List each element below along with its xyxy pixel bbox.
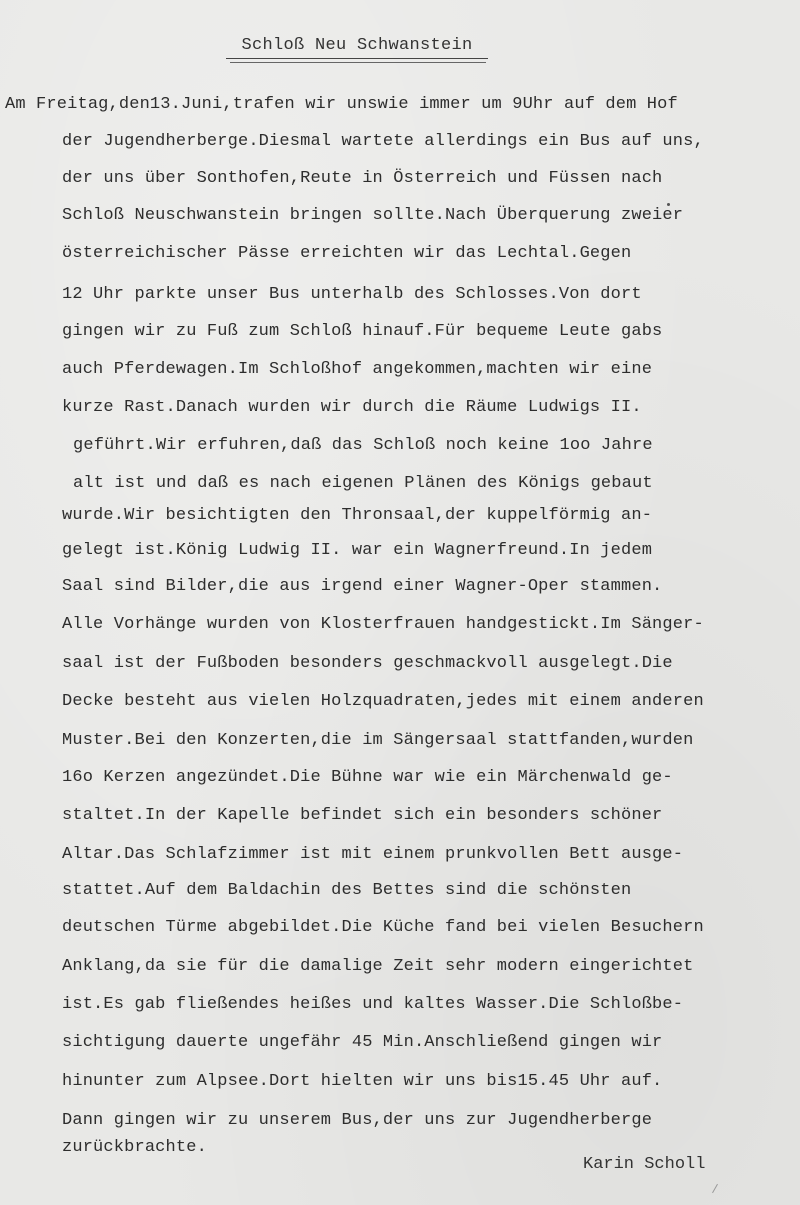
text-line-12: wurde.Wir besichtigten den Thronsaal,der kuppelförmig an- (62, 506, 653, 525)
text-line-28: Dann gingen wir zu unserem Bus,der uns zur Jugendherberge (62, 1111, 653, 1130)
text-line-1: Am Freitag,den13.Juni,trafen wir unswie immer um 9Uhr auf dem Hof (5, 95, 678, 114)
text-line-7: gingen wir zu Fuß zum Schloß hinauf.Für bequeme Leute gabs (62, 322, 663, 341)
signature: Karin Scholl (583, 1155, 706, 1174)
text-line-24: Anklang,da sie für die damalige Zeit sehr modern eingerichtet (62, 957, 694, 976)
title-underline-second (230, 62, 486, 63)
text-line-20: staltet.In der Kapelle befindet sich ein besonders schöner (62, 806, 663, 825)
margin-pencil-mark (712, 1184, 718, 1193)
text-line-11: alt ist und daß es nach eigenen Plänen des Königs gebaut (73, 474, 653, 493)
text-line-16: saal ist der Fußboden besonders geschmackvoll ausgelegt.Die (62, 654, 673, 673)
text-line-9: kurze Rast.Danach wurden wir durch die Räume Ludwigs II. (62, 398, 642, 417)
text-line-17: Decke besteht aus vielen Holzquadraten,jedes mit einem anderen (62, 692, 704, 711)
text-line-25: ist.Es gab fließendes heißes und kaltes Wasser.Die Schloßbe- (62, 995, 684, 1014)
text-line-10: geführt.Wir erfuhren,daß das Schloß noch keine 1oo Jahre (73, 436, 653, 455)
stray-ink-mark (667, 203, 670, 206)
text-line-29: zurückbrachte. (62, 1138, 207, 1157)
title-underline (226, 58, 488, 59)
text-line-26: sichtigung dauerte ungefähr 45 Min.Anschließend gingen wir (62, 1033, 663, 1052)
document-title: Schloß Neu Schwanstein (241, 36, 473, 55)
text-line-5: österreichischer Pässe erreichten wir das Lechtal.Gegen (62, 244, 632, 263)
text-line-13: gelegt ist.König Ludwig II. war ein Wagnerfreund.In jedem (62, 541, 653, 560)
text-line-21: Altar.Das Schlafzimmer ist mit einem prunkvollen Bett ausge- (62, 845, 684, 864)
text-line-18: Muster.Bei den Konzerten,die im Sängersaal stattfanden,wurden (62, 731, 694, 750)
text-line-15: Alle Vorhänge wurden von Klosterfrauen handgestickt.Im Sänger- (62, 615, 704, 634)
text-line-23: deutschen Türme abgebildet.Die Küche fand bei vielen Besuchern (62, 918, 704, 937)
text-line-22: stattet.Auf dem Baldachin des Bettes sind die schönsten (62, 881, 632, 900)
text-line-3: der uns über Sonthofen,Reute in Österreich und Füssen nach (62, 169, 663, 188)
text-line-8: auch Pferdewagen.Im Schloßhof angekommen,machten wir eine (62, 360, 653, 379)
text-line-27: hinunter zum Alpsee.Dort hielten wir uns bis15.45 Uhr auf. (62, 1072, 663, 1091)
text-line-6: 12 Uhr parkte unser Bus unterhalb des Schlosses.Von dort (62, 285, 642, 304)
text-line-14: Saal sind Bilder,die aus irgend einer Wagner-Oper stammen. (62, 577, 663, 596)
text-line-4: Schloß Neuschwanstein bringen sollte.Nach Überquerung zweier (62, 206, 684, 225)
text-line-19: 16o Kerzen angezündet.Die Bühne war wie ein Märchenwald ge- (62, 768, 673, 787)
text-line-2: der Jugendherberge.Diesmal wartete allerdings ein Bus auf uns, (62, 132, 704, 151)
